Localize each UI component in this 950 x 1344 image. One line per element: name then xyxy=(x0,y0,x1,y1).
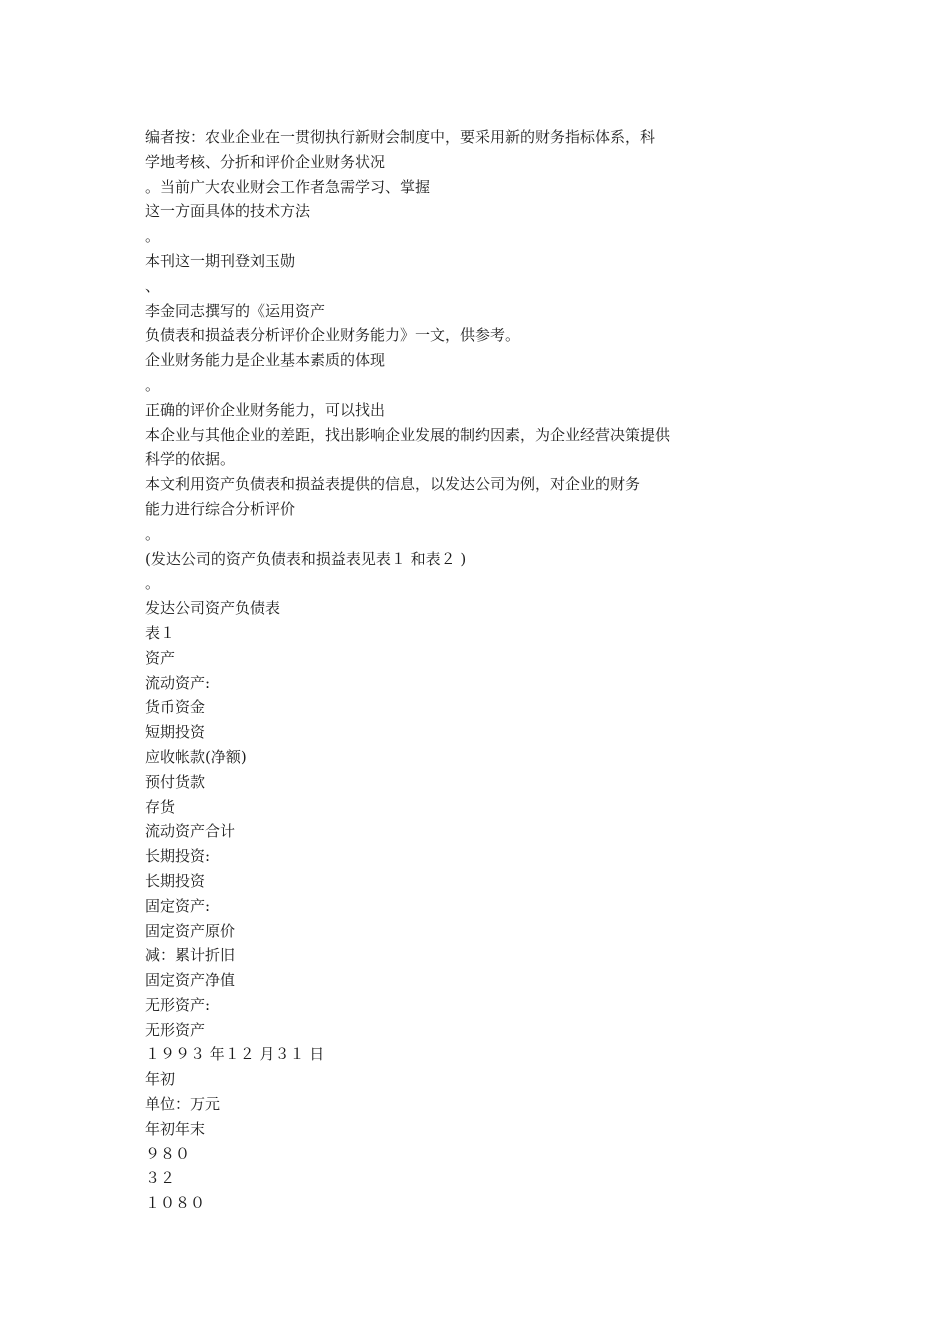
text-line: 本刊这一期刊登刘玉勋 xyxy=(145,251,296,270)
text-line: (发达公司的资产负债表和损益表见表１ 和表２ ) xyxy=(145,549,467,568)
text-line: 正确的评价企业财务能力，可以找出 xyxy=(145,400,386,419)
text-line: 。 xyxy=(145,524,161,543)
text-line: 发达公司资产负债表 xyxy=(145,599,281,618)
text-line: 表１ xyxy=(145,623,176,642)
text-line: 流动资产: xyxy=(145,673,211,692)
text-line: 这一方面具体的技术方法 xyxy=(145,202,311,221)
text-line: 。当前广大农业财会工作者急需学习、掌握 xyxy=(145,177,431,196)
text-line: 。 xyxy=(145,375,161,394)
text-line: 企业财务能力是企业基本素质的体现 xyxy=(145,351,386,370)
text-line: 、 xyxy=(145,276,161,295)
text-line: １９９３ 年１２ 月３１ 日 xyxy=(145,1045,325,1064)
text-line: 学地考核、分折和评价企业财务状况 xyxy=(145,152,386,171)
document-body xyxy=(145,125,745,1216)
text-line: 年初 xyxy=(145,1070,176,1089)
text-line: 长期投资: xyxy=(145,847,211,866)
text-line: 存货 xyxy=(145,797,176,816)
text-line: 固定资产原价 xyxy=(145,921,236,940)
text-line: 预付货款 xyxy=(145,772,206,791)
text-line: 无形资产: xyxy=(145,995,211,1014)
text-line: 编者按：农业企业在一贯彻执行新财会制度中，要采用新的财务指标体系，科 xyxy=(145,128,656,146)
text-line: 应收帐款(净额) xyxy=(145,747,247,766)
text-line: 货币资金 xyxy=(145,698,206,717)
text-line: 李金同志撰写的《运用资产 xyxy=(145,301,326,320)
text-line: 短期投资 xyxy=(145,723,206,742)
text-line: 年初年末 xyxy=(145,1119,206,1138)
text-line: 。 xyxy=(145,227,161,246)
text-line: 固定资产: xyxy=(145,896,211,915)
text-line: 能力进行综合分析评价 xyxy=(145,499,296,518)
text-line: 流动资产合计 xyxy=(145,822,236,841)
text-line: 减：累计折旧 xyxy=(145,946,236,965)
text-line: 本企业与其他企业的差距，找出影响企业发展的制约因素，为企业经营决策提供 xyxy=(145,425,671,444)
text-line: 科学的依据。 xyxy=(145,450,236,469)
text-line: １０８０ xyxy=(145,1194,206,1213)
text-line: 长期投资 xyxy=(145,871,206,890)
text-line: 资产 xyxy=(145,648,176,667)
text-line: 无形资产 xyxy=(145,1020,206,1039)
text-line: 单位：万元 xyxy=(145,1095,221,1114)
text-line: 固定资产净值 xyxy=(145,971,236,990)
text-line: ９８０ xyxy=(145,1144,191,1163)
text-line: 负债表和损益表分析评价企业财务能力》一文，供参考。 xyxy=(145,326,521,345)
text-line: ３２ xyxy=(145,1169,176,1188)
text-line: 。 xyxy=(145,574,161,593)
text-line: 本文利用资产负债表和损益表提供的信息，以发达公司为例，对企业的财务 xyxy=(145,475,641,494)
